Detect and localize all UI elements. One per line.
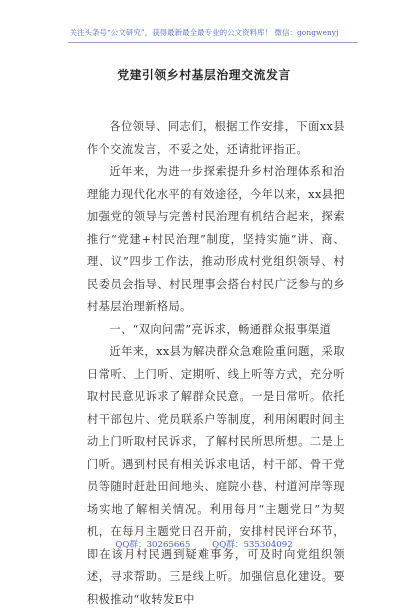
document-title: 党建引领乡村基层治理交流发言 (117, 68, 291, 82)
header-divider (68, 42, 358, 43)
header-promo-note: 关注头条号“公文研究”，获得最新最全最专业的公文资料库！ 微信：gongwenyj (69, 28, 339, 37)
document-body (87, 116, 345, 611)
footer-contact: QQ群：30265665 QQ群：535304092 (115, 540, 293, 550)
paragraph-section-1: 近年来，xx县为解决群众急难险重问题，采取日常听、上门听、定期听、线上听等方式，充分听取村民意见诉求了解群众民意。一是日常听。依托村干部包片、党员联系户等制度，利用闲暇时间主动上门听取村民诉求，了解村民所思所想。二是上门听。遇到村民有相关诉求电话，村干部、骨干党员等随时赶赴田间地头、庭院小巷、村道河岸等现场实地了解相关情况。利用每月“主题党日”为契机，在每月主题党日召开前，安排村民评台环节，即在该月村民遇到疑难事务，可及时向党组织领述，寻求帮助。三是线上听。加强信息化建设。要积极推动“收转发E中 (87, 345, 345, 606)
section-heading-1: 一、“双向问需”亮诉求，畅通群众报事渠道 (109, 322, 332, 336)
paragraph-opening: 各位领导、同志们，根据工作安排，下面xx县作个交流发言，不妥之处，还请批评指正。 (87, 120, 345, 156)
paragraph-background: 近年来，为进一步探索提升乡村治理体系和治理能力现代化水平的有效途径，今年以来，xx县把加强党的领导与完善村民治理有机结合起来，探索推行“党建+村民治理”制度，坚持实施“讲、商、理、议”四步工作法，推动形成村党组织领导、村民委员会指导、村民理事会搭台村民广泛参与的乡村基层治理新格局。 (87, 165, 345, 313)
